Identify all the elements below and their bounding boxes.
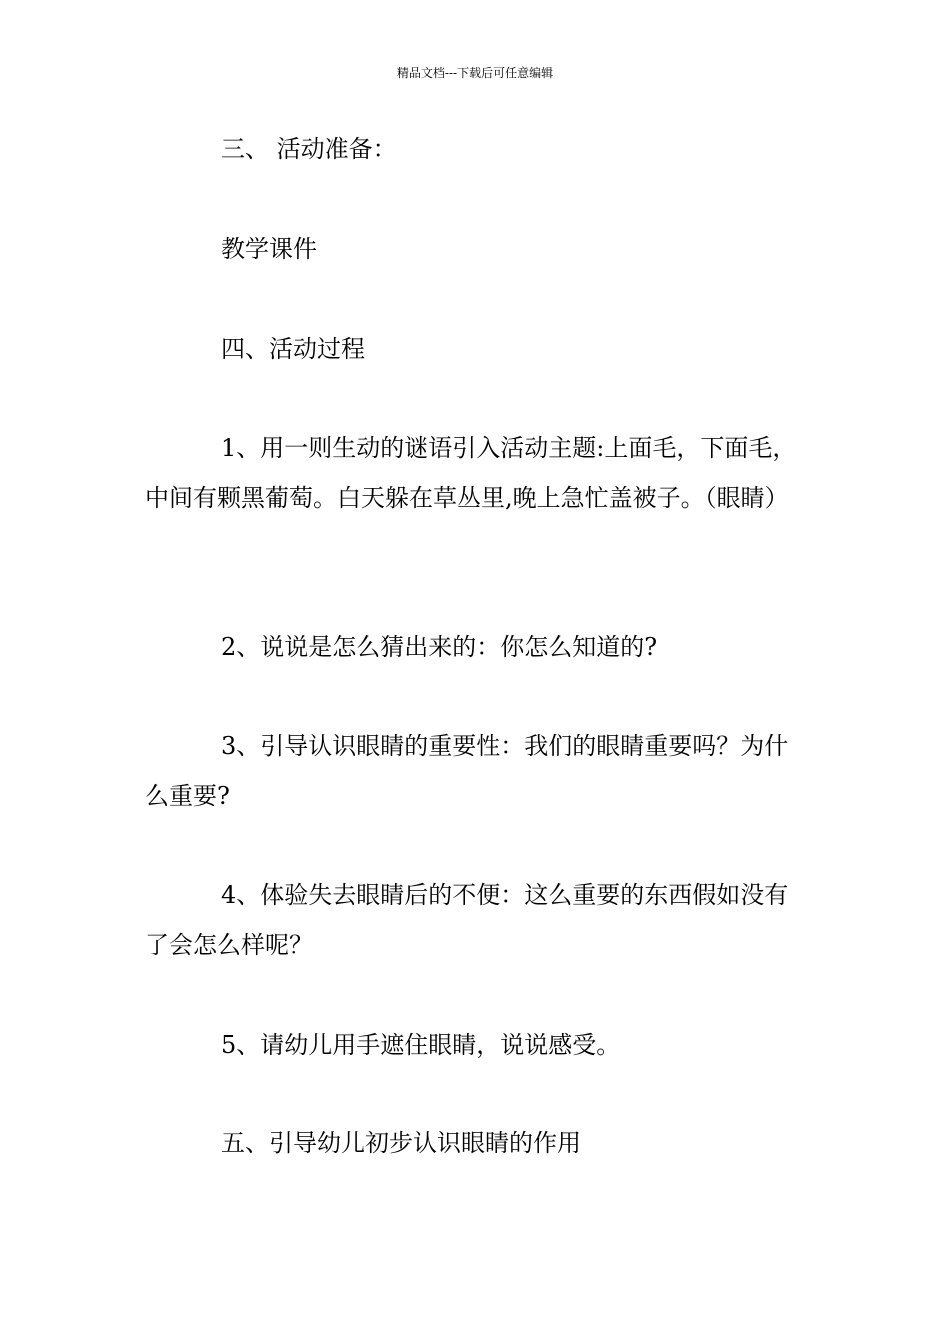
section-heading-process: 四、活动过程: [221, 335, 365, 363]
paragraph-step-4: 4、体验失去眼睛后的不便：这么重要的东西假如没有了会怎么样呢？: [145, 881, 789, 959]
section-heading-preparation: 三、 活动准备：: [221, 135, 397, 163]
paragraph-step-2: 2、说说是怎么猜出来的：你怎么知道的?: [221, 633, 658, 661]
paragraph-step-3: 3、引导认识眼睛的重要性：我们的眼睛重要吗？为什么重要?: [145, 732, 789, 810]
paragraph-step-5: 5、请幼儿用手遮住眼睛，说说感受。: [221, 1031, 621, 1059]
page-header: 精品文档---下载后可任意编辑: [396, 66, 554, 80]
paragraph-step-1: 1、用一则生动的谜语引入活动主题:上面毛，下面毛，中间有颗黑葡萄。白天躲在草丛里,晚上急忙盖被子。（眼睛）: [145, 434, 797, 512]
section-heading-eye-function: 五、引导幼儿初步认识眼睛的作用: [221, 1129, 581, 1157]
paragraph-materials: 教学课件: [221, 235, 317, 263]
